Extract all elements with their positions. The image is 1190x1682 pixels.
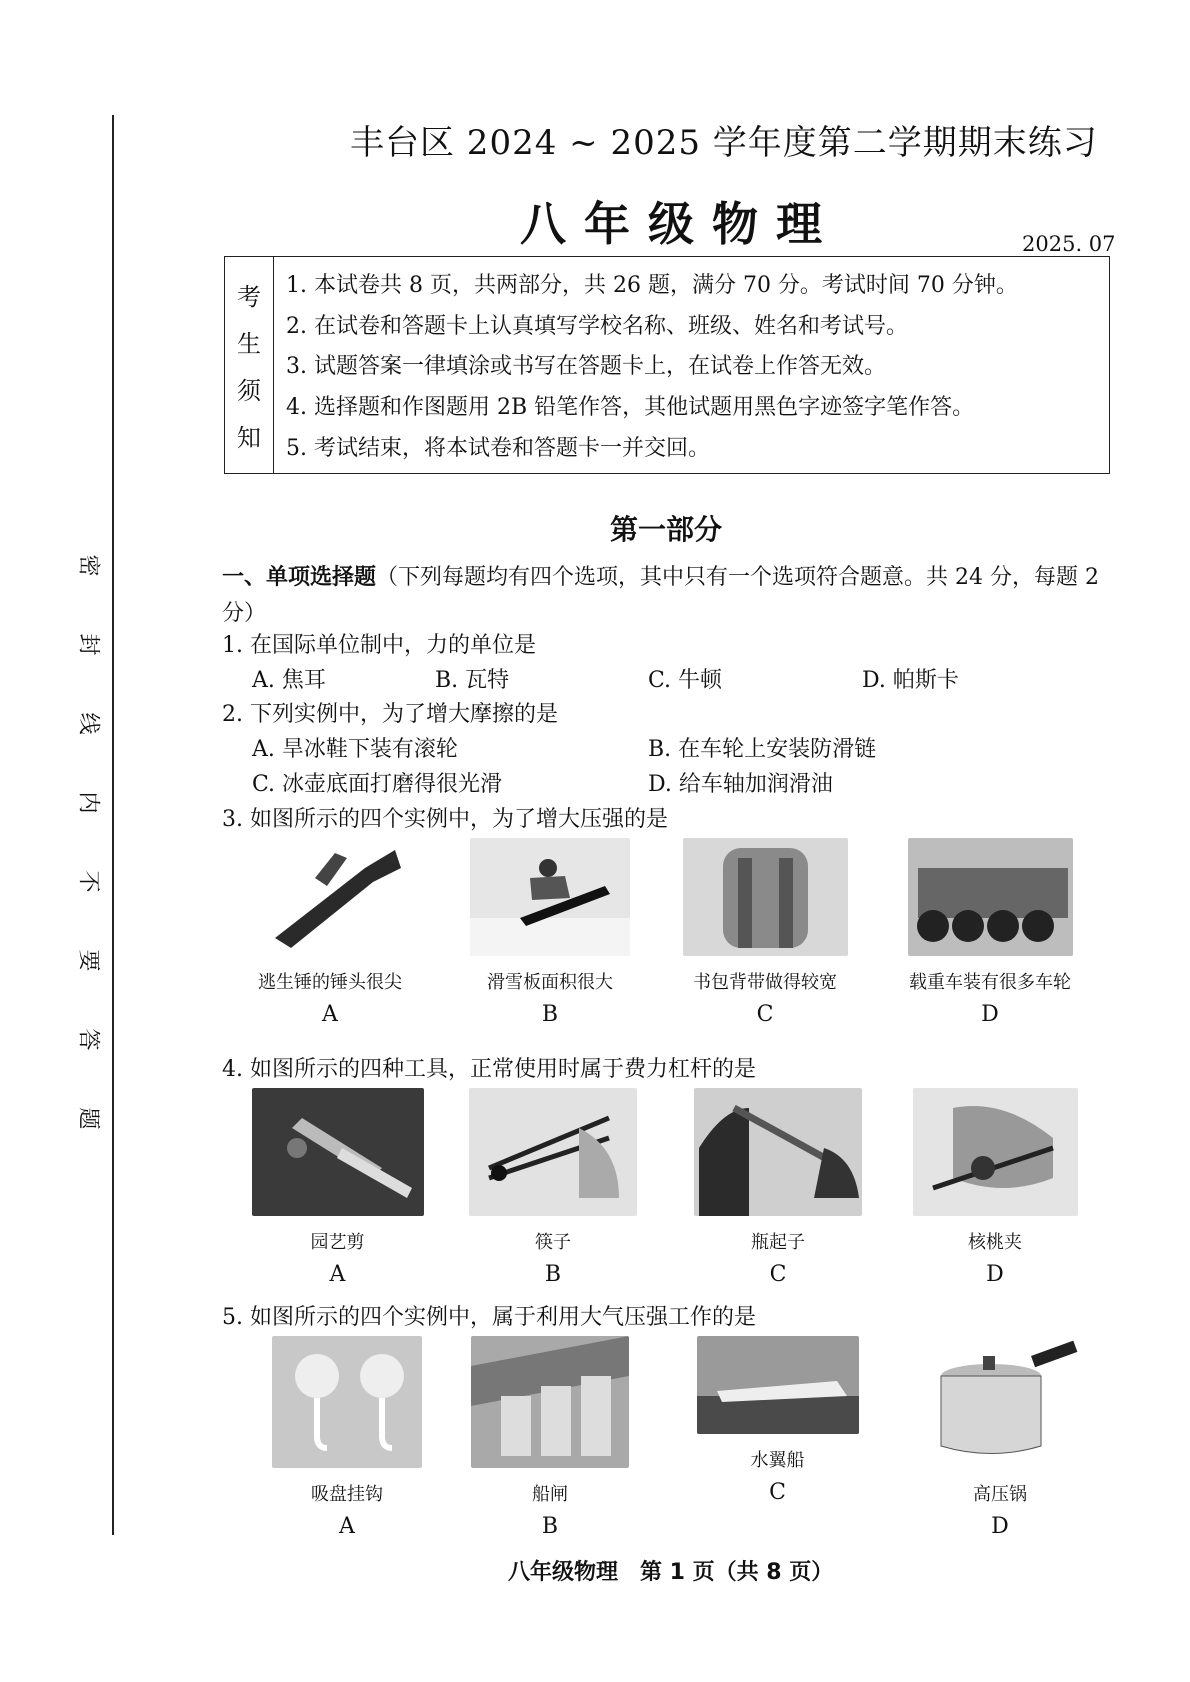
seal-char: 答 [75,1028,101,1051]
figure-caption: 园艺剪 [310,1232,365,1253]
figure-caption: 吸盘挂钩 [311,1484,383,1505]
q4-figure-d [910,1088,1080,1287]
escape-hammer-image [255,838,405,956]
q5-figure-b [470,1336,630,1539]
figure-letter: D [991,1514,1009,1539]
figure-caption: 瓶起子 [751,1232,805,1253]
notice-item: 4. 选择题和作图题用 2B 铅笔作答，其他试题用黑色字迹签字笔作答。 [286,395,975,421]
question-4-stem: 4. 如图所示的四种工具，正常使用时属于费力杠杆的是 [222,1057,756,1082]
backpack-image [683,838,848,956]
notice-items [274,257,1030,473]
q2-option-b: B. 在车轮上安装防滑链 [648,737,877,762]
snowboard-image [470,838,630,956]
figure-letter: D [981,1002,999,1027]
figure-caption: 核桃夹 [968,1232,1022,1253]
figure-letter: D [986,1262,1004,1287]
figure-caption: 高压锅 [973,1484,1027,1505]
seal-line-notice [70,550,110,1134]
q2-option-d: D. 给车轴加润滑油 [648,772,833,797]
section-heading [222,560,1112,632]
figure-caption: 书包背带做得较宽 [693,972,837,993]
notice-item: 1. 本试卷共 8 页，共两部分，共 26 题，满分 70 分。考试时间 70 分钟。 [286,272,1018,298]
figure-caption: 滑雪板面积很大 [487,972,613,993]
question-5-stem: 5. 如图所示的四个实例中，属于利用大气压强工作的是 [222,1305,756,1330]
notice-item: 3. 试题答案一律填涂或书写在答题卡上，在试卷上作答无效。 [286,354,886,380]
seal-char: 内 [75,791,101,814]
bottle-opener-image [694,1088,862,1216]
q4-figure-c [693,1088,863,1287]
notice-item: 2. 在试卷和答题卡上认真填写学校名称、班级、姓名和考试号。 [286,313,908,339]
figure-caption: 水翼船 [750,1450,805,1471]
figure-letter: A [339,1514,355,1539]
seal-char: 线 [75,712,101,735]
garden-shears-image [252,1088,424,1216]
q5-figure-a [262,1336,432,1539]
seal-char: 要 [75,949,101,972]
figure-caption: 载重车装有很多车轮 [909,972,1071,993]
figure-letter: C [769,1262,787,1287]
suction-hook-image [272,1336,422,1468]
question-1-stem: 1. 在国际单位制中，力的单位是 [222,633,536,658]
exam-subject: 八年级物理 [520,197,840,251]
heavy-truck-image [908,838,1073,956]
seal-char: 密 [75,554,101,577]
page-footer: 八年级物理 第 1 页（共 8 页） [508,1560,834,1585]
q3-figure-c [680,838,850,1027]
q3-figure-b [465,838,635,1027]
figure-letter: A [322,1002,338,1027]
seal-char: 不 [75,870,101,893]
q1-option-d: D. 帕斯卡 [862,668,959,693]
seal-char: 封 [75,633,101,656]
section-description: （下列每题均有四个选项，其中只有一个选项符合题意。共 24 分，每题 2 分） [222,565,1099,626]
question-3-stem: 3. 如图所示的四个实例中，为了增大压强的是 [222,807,668,832]
exam-date: 2025. 07 [1022,232,1116,256]
q5-figure-c [695,1336,860,1505]
figure-letter: B [544,1262,562,1287]
figure-letter: C [756,1002,774,1027]
chopsticks-image [469,1088,637,1216]
candidate-notice-box [224,256,1110,474]
q2-option-a: A. 旱冰鞋下装有滚轮 [252,737,458,762]
q1-option-b: B. 瓦特 [435,668,510,693]
figure-caption: 筷子 [535,1232,571,1253]
q5-figure-d [920,1336,1080,1539]
q3-figure-a [240,838,420,1027]
question-2-stem: 2. 下列实例中，为了增大摩擦的是 [222,702,558,727]
figure-letter: A [329,1262,346,1287]
q1-option-c: C. 牛顿 [648,668,723,693]
hydrofoil-image [697,1336,859,1434]
section-label: 一、单项选择题 [222,565,377,590]
part-title: 第一部分 [610,513,723,546]
binding-line [112,115,114,1535]
q1-option-a: A. 焦耳 [252,668,326,693]
ship-lock-image [471,1336,629,1468]
notice-item: 5. 考试结束，将本试卷和答题卡一并交回。 [286,436,710,462]
q3-figure-d [895,838,1085,1027]
figure-letter: B [541,1002,559,1027]
exam-title: 丰台区 2024 ~ 2025 学年度第二学期期末练习 [350,123,1098,163]
q4-figure-b [468,1088,638,1287]
pressure-cooker-image [921,1336,1079,1468]
notice-heading: 考 生 须 知 [225,257,274,473]
walnut-cracker-image [913,1088,1078,1216]
q4-figure-a [250,1088,425,1287]
seal-char: 题 [75,1107,101,1130]
figure-letter: C [769,1480,786,1505]
figure-letter: B [541,1514,559,1539]
figure-caption: 船闸 [532,1484,568,1505]
q2-option-c: C. 冰壶底面打磨得很光滑 [252,772,503,797]
figure-caption: 逃生锤的锤头很尖 [258,972,402,993]
